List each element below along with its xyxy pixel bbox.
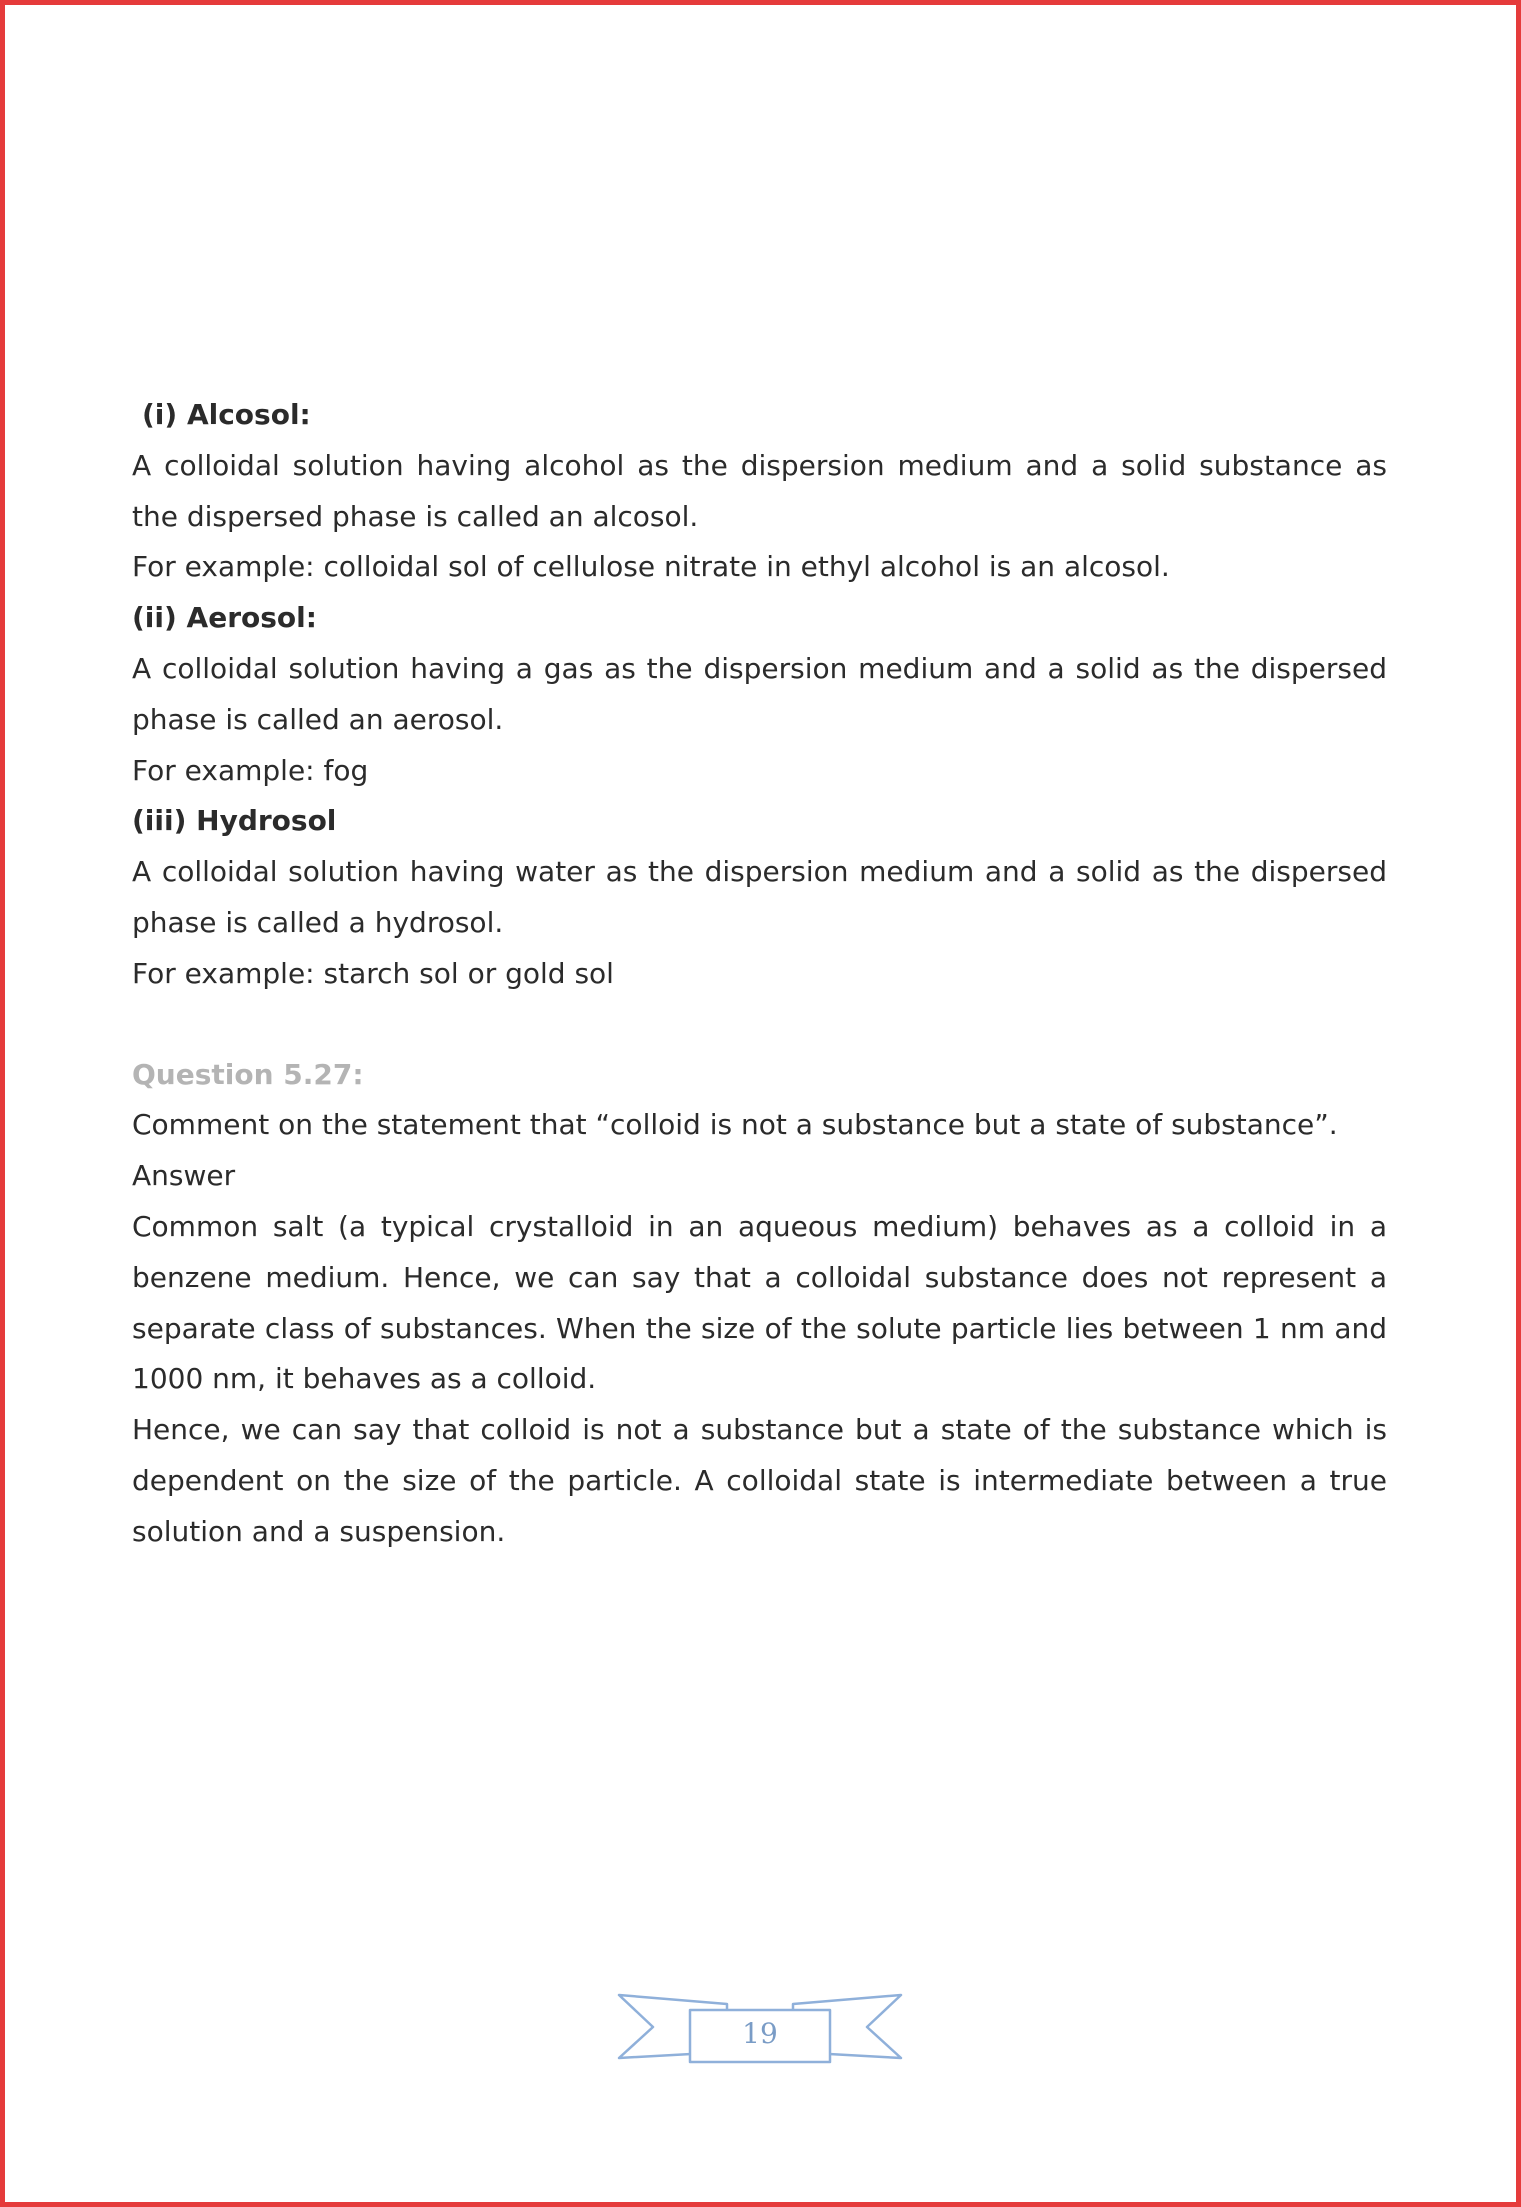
section-spacer [132,1000,1387,1050]
question-title: Question 5.27: [132,1057,364,1091]
answer-paragraph-1: Common salt (a typical crystalloid in an aqueous medium) behaves as a colloid in a benzene medium. Hence, we can say that a colloidal substance does not represent a separate class of substances. When the size of the solute particle lies between 1 nm and 1000 nm, it behaves as a colloid. [132,1209,1387,1396]
alcosol-heading: (i) Alcosol: [142,398,311,431]
alcosol-example: For example: colloidal sol of cellulose nitrate in ethyl alcohol is an alcosol. [132,550,1170,584]
aerosol-example: For example: fog [132,753,369,787]
hydrosol-definition: A colloidal solution having water as the dispersion medium and a solid as the dispersed phase is called a hydrosol. [132,855,1387,939]
document-body [132,390,1387,1558]
hydrosol-heading: (iii) Hydrosol [132,804,337,838]
aerosol-definition: A colloidal solution having a gas as the dispersion medium and a solid as the dispersed phase is called an aerosol. [132,651,1387,736]
question-text: Comment on the statement that “colloid is not a substance but a state of substance”. [132,1108,1338,1142]
aerosol-heading: (ii) Aerosol: [132,601,317,635]
page-number: 19 [742,2017,778,2050]
answer-paragraph-2: Hence, we can say that colloid is not a substance but a state of the substance which is dependent on the size of the particle. A colloidal state is intermediate between a true solution and a suspension. [132,1413,1387,1548]
page-footer [615,1990,905,2080]
alcosol-definition: A colloidal solution having alcohol as the dispersion medium and a solid substance as the dispersed phase is called an alcosol. [132,448,1387,533]
hydrosol-example: For example: starch sol or gold sol [132,956,614,990]
answer-label: Answer [132,1159,236,1193]
